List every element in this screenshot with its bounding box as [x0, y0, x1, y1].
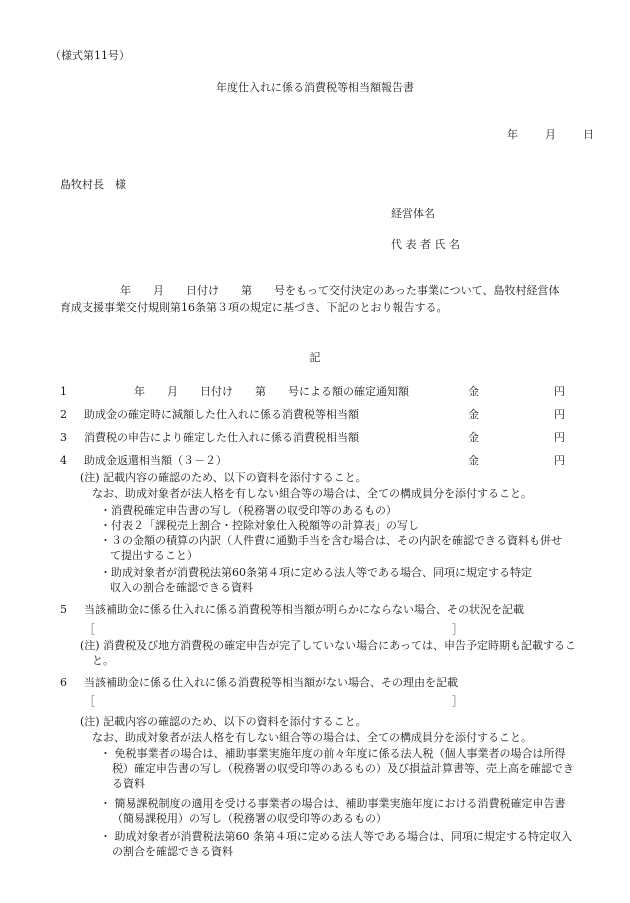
item-5-bracket-close: ］ [452, 623, 463, 636]
item-5-note: (注) 消費税及び地方消費税の確定申告が完了していない場合にあっては、申告予定時期も記載すること。 [80, 639, 576, 667]
item-4-number: 4 [60, 454, 67, 467]
item-5-bracket-open: ［ [84, 623, 95, 636]
item-1-en: 円 [554, 385, 565, 398]
intro-paragraph: 年 月 日付け 第 号をもって交付決定のあった事業について、島牧村経営体育成支援事業交付規則第16条第３項の規定に基づき、下記のとおり報告する。 [60, 284, 560, 314]
addressee: 島牧村長 様 [60, 178, 126, 191]
note-4-bullet-3: ・３の金額の積算の内訳（人件費に通勤手当を含む場合は、その内訳を確認できる資料も併せて提出すること） [100, 534, 562, 562]
note-6-bullet-2: ・ 簡易課税制度の適用を受ける事業者の場合は、補助事業実施年度における消費税確定申告書（簡易課税用）の写し（税務署の収受印等のあるもの） [100, 797, 566, 825]
item-3-en: 円 [554, 431, 565, 444]
item-6-text: 当該補助金に係る仕入れに係る消費税等相当額がない場合、その理由を記載 [84, 676, 458, 689]
item-2-kin: 金 [468, 408, 479, 421]
representative-label: 代 表 者 氏 名 [391, 238, 460, 251]
item-3-number: 3 [60, 431, 67, 444]
item-6-bracket-open: ［ [84, 695, 95, 708]
item-6-number: 6 [60, 676, 67, 689]
item-1-kin: 金 [468, 385, 479, 398]
item-5-text: 当該補助金に係る仕入れに係る消費税等相当額が明らかにならない場合、その状況を記載 [84, 603, 524, 616]
item-2-text: 助成金の確定時に減額した仕入れに係る消費税等相当額 [84, 408, 359, 421]
item-3-text: 消費税の申告により確定した仕入れに係る消費税相当額 [84, 431, 359, 444]
note-4-head: (注) 記載内容の確認のため、以下の資料を添付すること。 [80, 471, 367, 484]
note-6-bullet-3: ・ 助成対象者が消費税法第60 条第４項に定める法人等である場合は、同項に規定する特定収入の割合を確認できる資料 [100, 830, 572, 858]
org-name-label: 経営体名 [391, 207, 435, 220]
item-5-number: 5 [60, 603, 67, 616]
note-4-bullet-1: ・消費税確定申告書の写し（税務署の収受印等のあるもの） [100, 504, 397, 517]
item-2-number: 2 [60, 408, 67, 421]
document-title: 年度仕入れに係る消費税等相当額報告書 [216, 81, 414, 94]
form-number: （様式第11号） [50, 49, 130, 62]
note-4-bullet-4: ・助成対象者が消費税法第60条第４項に定める法人等である場合、同項に規定する特定収入の割合を確認できる資料 [100, 566, 532, 594]
item-4-en: 円 [554, 454, 565, 467]
item-6-bracket-close: ］ [452, 695, 463, 708]
item-1-text: 年 月 日付け 第 号による額の確定通知額 [134, 385, 409, 398]
item-3-kin: 金 [468, 431, 479, 444]
ki-heading: 記 [309, 351, 321, 364]
note-4-bullet-2: ・付表２「課税売上割合・控除対象仕入税額等の計算表」の写し [100, 519, 419, 532]
item-1-number: 1 [60, 385, 67, 398]
item-4-text: 助成金返還相当額（３－２） [84, 454, 227, 467]
date-line: 年 月 日 [507, 128, 602, 141]
item-2-en: 円 [554, 408, 565, 421]
note-4-sub: なお、助成対象者が法人格を有しない組合等の場合は、全ての構成員分を添付すること。 [92, 487, 532, 500]
item-4-kin: 金 [468, 454, 479, 467]
note-6-sub: なお、助成対象者が法人格を有しない組合等の場合は、全ての構成員分を添付すること。 [92, 731, 532, 744]
note-6-head: (注) 記載内容の確認のため、以下の資料を添付すること。 [80, 715, 367, 728]
note-6-bullet-1: ・ 免税事業者の場合は、補助事業実施年度の前々年度に係る法人税（個人事業者の場合は所得税）確定申告書の写し（税務署の収受印等のあるもの）及び損益計算書等、売上高を確認できる資料 [100, 747, 574, 790]
